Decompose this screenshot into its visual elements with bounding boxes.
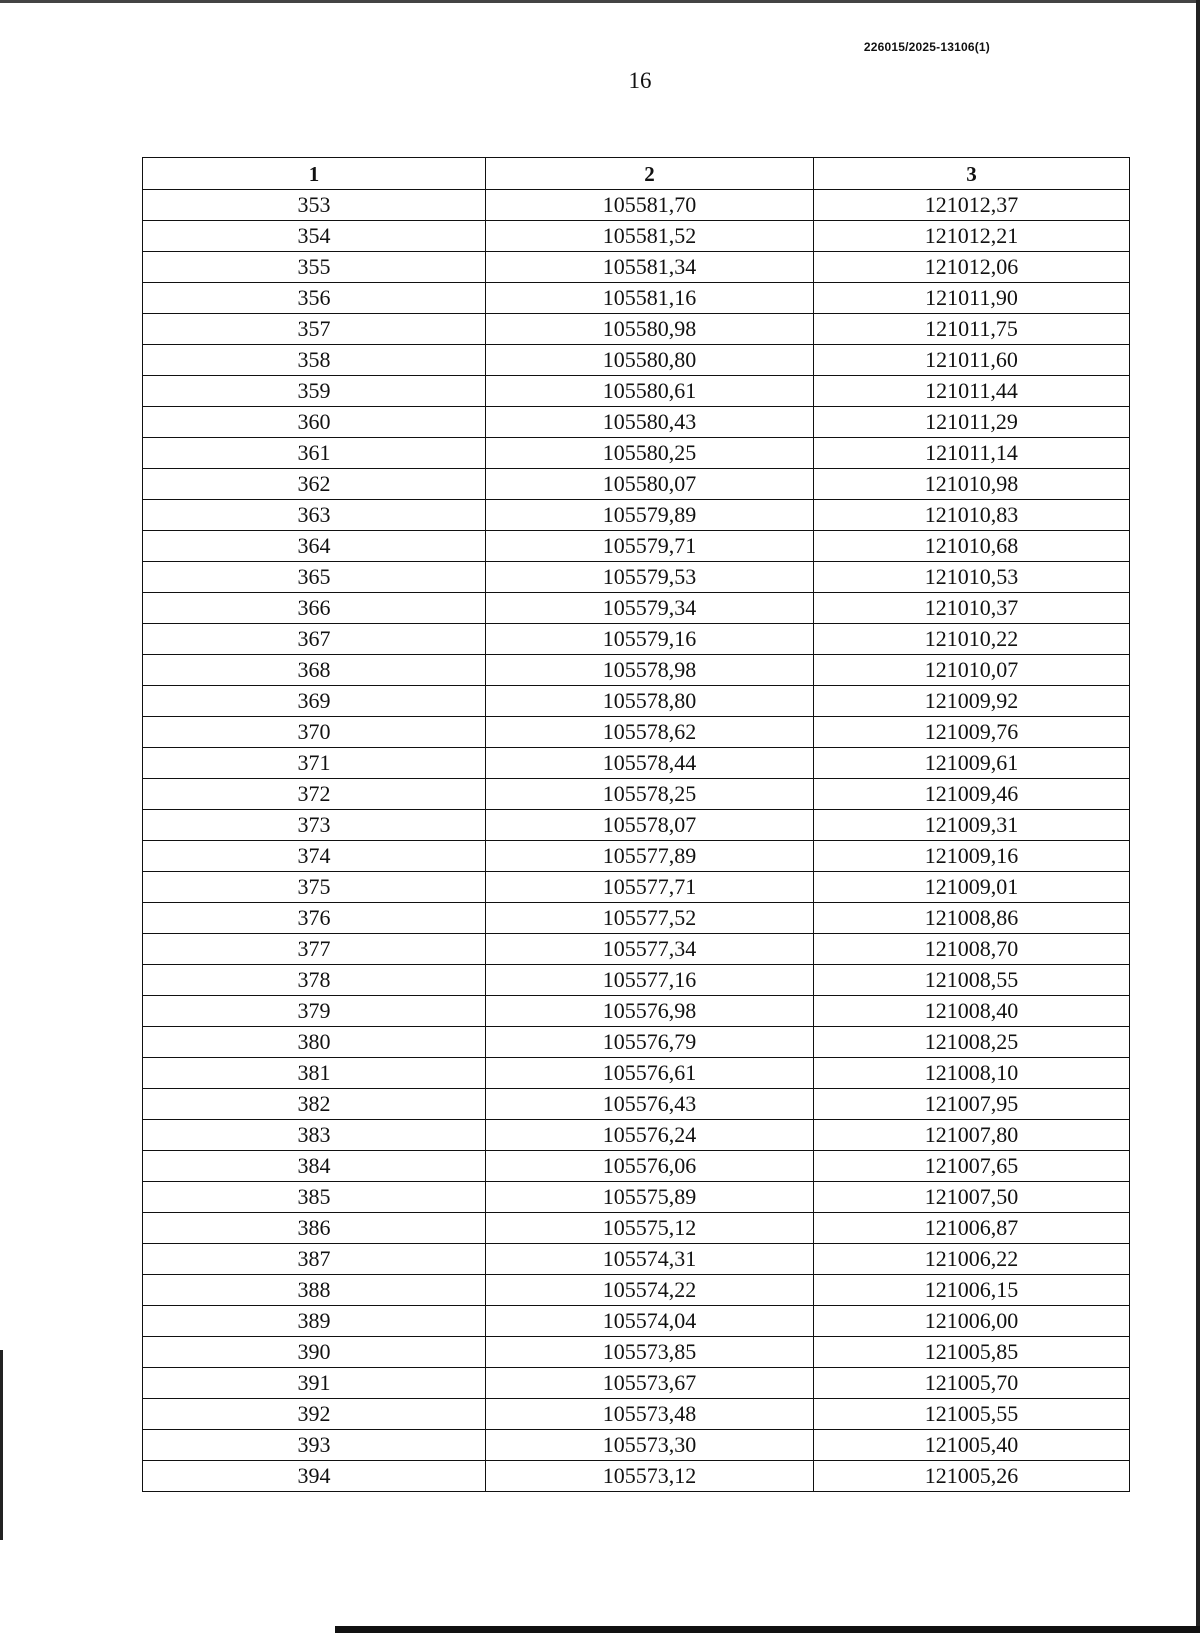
coordinate-x-cell: 105580,43 [486,407,814,438]
table-row [143,655,1130,686]
table-row [143,872,1130,903]
point-number-cell: 394 [143,1461,486,1492]
coordinate-x-cell: 105580,25 [486,438,814,469]
table-row [143,1275,1130,1306]
table-row [143,438,1130,469]
coordinate-y-cell: 121007,50 [814,1182,1130,1213]
scan-edge-right [1196,0,1200,1633]
point-number-cell: 383 [143,1120,486,1151]
coordinate-y-cell: 121009,31 [814,810,1130,841]
coordinate-x-cell: 105581,34 [486,252,814,283]
coordinate-x-cell: 105574,04 [486,1306,814,1337]
coordinate-x-cell: 105577,89 [486,841,814,872]
scan-edge-bottom [335,1626,1200,1633]
point-number-cell: 369 [143,686,486,717]
coordinate-y-cell: 121008,70 [814,934,1130,965]
coordinate-y-cell: 121009,92 [814,686,1130,717]
point-number-cell: 359 [143,376,486,407]
scan-edge-top [0,0,1200,3]
coordinate-x-cell: 105578,62 [486,717,814,748]
table-row [143,779,1130,810]
coordinate-y-cell: 121009,76 [814,717,1130,748]
point-number-cell: 358 [143,345,486,376]
table-row [143,686,1130,717]
coordinate-y-cell: 121009,46 [814,779,1130,810]
table-row [143,1368,1130,1399]
coordinate-y-cell: 121010,37 [814,593,1130,624]
coordinate-y-cell: 121010,83 [814,500,1130,531]
coordinate-x-cell: 105579,71 [486,531,814,562]
coordinate-y-cell: 121009,61 [814,748,1130,779]
table-row [143,903,1130,934]
coordinate-y-cell: 121008,40 [814,996,1130,1027]
table-row [143,376,1130,407]
table-row [143,841,1130,872]
table-row [143,1399,1130,1430]
point-number-cell: 361 [143,438,486,469]
table-row [143,252,1130,283]
point-number-cell: 390 [143,1337,486,1368]
point-number-cell: 392 [143,1399,486,1430]
column-header-1: 1 [143,158,486,190]
coordinate-y-cell: 121005,55 [814,1399,1130,1430]
coordinate-x-cell: 105576,79 [486,1027,814,1058]
point-number-cell: 378 [143,965,486,996]
point-number-cell: 370 [143,717,486,748]
point-number-cell: 393 [143,1430,486,1461]
coordinate-y-cell: 121005,40 [814,1430,1130,1461]
page-number: 16 [628,68,652,93]
coordinate-x-cell: 105576,61 [486,1058,814,1089]
coordinate-x-cell: 105581,16 [486,283,814,314]
coordinate-y-cell: 121005,70 [814,1368,1130,1399]
coordinate-y-cell: 121010,22 [814,624,1130,655]
coordinate-x-cell: 105578,80 [486,686,814,717]
point-number-cell: 389 [143,1306,486,1337]
table-row [143,469,1130,500]
coordinate-y-cell: 121010,98 [814,469,1130,500]
coordinate-x-cell: 105578,44 [486,748,814,779]
coordinate-x-cell: 105577,16 [486,965,814,996]
table-row [143,190,1130,221]
table-row [143,1213,1130,1244]
coordinate-y-cell: 121012,21 [814,221,1130,252]
table-row [143,934,1130,965]
table-row [143,1151,1130,1182]
coordinate-y-cell: 121007,80 [814,1120,1130,1151]
coordinate-x-cell: 105576,24 [486,1120,814,1151]
point-number-cell: 355 [143,252,486,283]
coordinate-y-cell: 121012,37 [814,190,1130,221]
point-number-cell: 388 [143,1275,486,1306]
table-row [143,1058,1130,1089]
point-number-cell: 387 [143,1244,486,1275]
table-row [143,624,1130,655]
point-number-cell: 356 [143,283,486,314]
point-number-cell: 363 [143,500,486,531]
point-number-cell: 362 [143,469,486,500]
coordinate-x-cell: 105581,52 [486,221,814,252]
table-row [143,345,1130,376]
coordinate-y-cell: 121006,22 [814,1244,1130,1275]
point-number-cell: 380 [143,1027,486,1058]
coordinate-x-cell: 105573,48 [486,1399,814,1430]
table-row [143,717,1130,748]
table-row [143,531,1130,562]
coordinate-y-cell: 121011,90 [814,283,1130,314]
table-row [143,283,1130,314]
table-row [143,996,1130,1027]
coordinate-y-cell: 121009,01 [814,872,1130,903]
point-number-cell: 381 [143,1058,486,1089]
table-row [143,748,1130,779]
table-row [143,1089,1130,1120]
coordinate-x-cell: 105576,06 [486,1151,814,1182]
point-number-cell: 364 [143,531,486,562]
table-row [143,593,1130,624]
coordinate-x-cell: 105578,98 [486,655,814,686]
point-number-cell: 386 [143,1213,486,1244]
coordinate-x-cell: 105578,07 [486,810,814,841]
point-number-cell: 360 [143,407,486,438]
coordinate-y-cell: 121010,53 [814,562,1130,593]
coordinate-x-cell: 105577,52 [486,903,814,934]
table-row [143,1182,1130,1213]
coordinate-x-cell: 105573,30 [486,1430,814,1461]
coordinate-x-cell: 105573,85 [486,1337,814,1368]
table-row [143,314,1130,345]
table-row [143,965,1130,996]
coordinate-x-cell: 105577,34 [486,934,814,965]
coordinate-y-cell: 121008,10 [814,1058,1130,1089]
coordinate-y-cell: 121007,65 [814,1151,1130,1182]
coordinate-x-cell: 105575,89 [486,1182,814,1213]
coordinate-y-cell: 121011,14 [814,438,1130,469]
coordinate-y-cell: 121011,60 [814,345,1130,376]
coordinate-y-cell: 121005,85 [814,1337,1130,1368]
coordinate-x-cell: 105574,31 [486,1244,814,1275]
coordinate-y-cell: 121008,55 [814,965,1130,996]
coordinate-y-cell: 121010,68 [814,531,1130,562]
scan-edge-left [0,1350,3,1540]
coordinate-x-cell: 105580,07 [486,469,814,500]
point-number-cell: 371 [143,748,486,779]
coordinate-x-cell: 105581,70 [486,190,814,221]
point-number-cell: 374 [143,841,486,872]
coordinate-y-cell: 121008,25 [814,1027,1130,1058]
coordinate-x-cell: 105580,98 [486,314,814,345]
coordinate-x-cell: 105579,89 [486,500,814,531]
coordinates-table [142,157,1130,1492]
point-number-cell: 391 [143,1368,486,1399]
coordinate-x-cell: 105573,67 [486,1368,814,1399]
table-row [143,221,1130,252]
coordinates-table-container [142,157,1129,1492]
coordinate-y-cell: 121006,87 [814,1213,1130,1244]
table-row [143,1306,1130,1337]
coordinate-y-cell: 121008,86 [814,903,1130,934]
point-number-cell: 365 [143,562,486,593]
coordinate-x-cell: 105580,80 [486,345,814,376]
column-header-2: 2 [486,158,814,190]
table-header-row [143,158,1130,190]
table-row [143,407,1130,438]
table-row [143,810,1130,841]
table-row [143,1430,1130,1461]
table-row [143,1120,1130,1151]
document-number: 226015/2025-13106(1) [863,40,990,54]
column-header-3: 3 [814,158,1130,190]
coordinate-x-cell: 105580,61 [486,376,814,407]
point-number-cell: 384 [143,1151,486,1182]
coordinate-x-cell: 105574,22 [486,1275,814,1306]
table-row [143,1337,1130,1368]
point-number-cell: 366 [143,593,486,624]
coordinate-x-cell: 105576,98 [486,996,814,1027]
coordinate-x-cell: 105579,53 [486,562,814,593]
point-number-cell: 354 [143,221,486,252]
table-row [143,562,1130,593]
point-number-cell: 377 [143,934,486,965]
coordinate-x-cell: 105578,25 [486,779,814,810]
coordinate-x-cell: 105573,12 [486,1461,814,1492]
point-number-cell: 353 [143,190,486,221]
table-body [143,190,1130,1492]
coordinate-y-cell: 121012,06 [814,252,1130,283]
coordinate-y-cell: 121005,26 [814,1461,1130,1492]
point-number-cell: 379 [143,996,486,1027]
point-number-cell: 376 [143,903,486,934]
point-number-cell: 382 [143,1089,486,1120]
coordinate-y-cell: 121011,29 [814,407,1130,438]
table-row [143,1461,1130,1492]
coordinate-x-cell: 105577,71 [486,872,814,903]
coordinate-x-cell: 105576,43 [486,1089,814,1120]
table-row [143,1244,1130,1275]
point-number-cell: 368 [143,655,486,686]
point-number-cell: 372 [143,779,486,810]
coordinate-y-cell: 121009,16 [814,841,1130,872]
point-number-cell: 357 [143,314,486,345]
point-number-cell: 367 [143,624,486,655]
table-row [143,1027,1130,1058]
coordinate-x-cell: 105579,16 [486,624,814,655]
coordinate-y-cell: 121011,75 [814,314,1130,345]
coordinate-x-cell: 105575,12 [486,1213,814,1244]
coordinate-y-cell: 121010,07 [814,655,1130,686]
point-number-cell: 385 [143,1182,486,1213]
coordinate-y-cell: 121007,95 [814,1089,1130,1120]
coordinate-y-cell: 121006,15 [814,1275,1130,1306]
coordinate-y-cell: 121011,44 [814,376,1130,407]
table-row [143,500,1130,531]
point-number-cell: 375 [143,872,486,903]
coordinate-y-cell: 121006,00 [814,1306,1130,1337]
point-number-cell: 373 [143,810,486,841]
coordinate-x-cell: 105579,34 [486,593,814,624]
